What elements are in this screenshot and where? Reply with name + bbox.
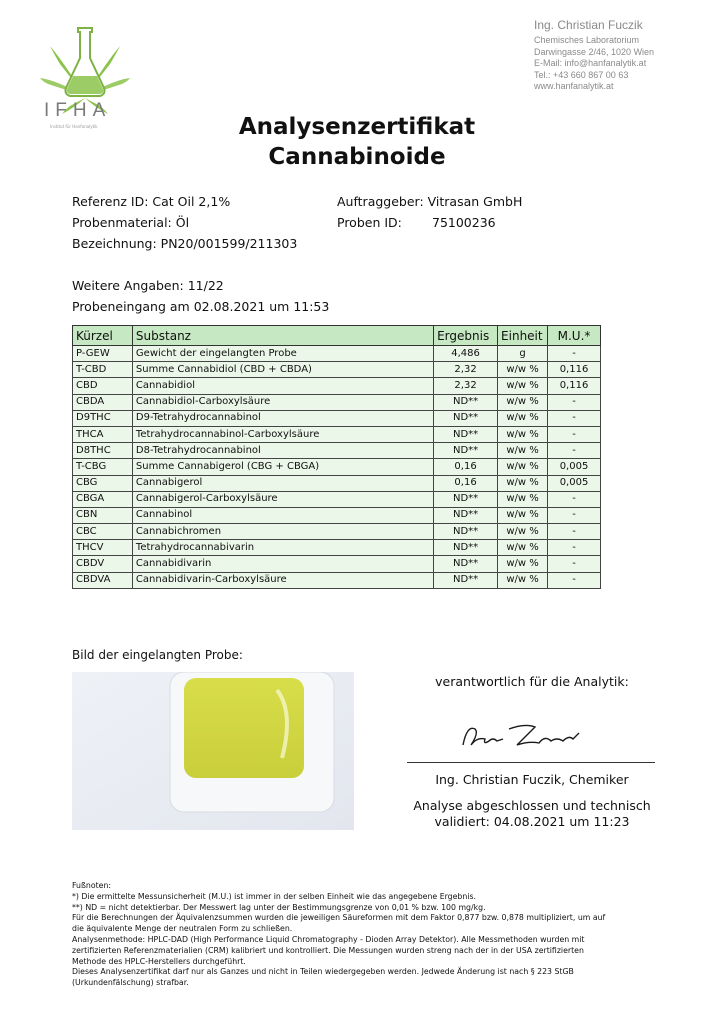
cell-substanz: Cannabigerol-Carboxylsäure [132, 491, 433, 507]
footnote-line: (Urkundenfälschung) strafbar. [72, 978, 189, 988]
cell-substanz: D9-Tetrahydrocannabinol [132, 410, 433, 426]
title-line-2: Cannabinoide [268, 144, 446, 170]
responsible-name: Ing. Christian Fuczik, Chemiker [435, 772, 629, 787]
cell-kuerzel: THCV [73, 540, 133, 556]
title-line-1: Analysenzertifikat [238, 114, 476, 140]
cell-einheit: w/w % [498, 459, 548, 475]
cell-einheit: w/w % [498, 378, 548, 394]
cell-substanz: Cannabichromen [132, 524, 433, 540]
table-row [73, 475, 601, 491]
proben-id-row [337, 212, 522, 233]
probeneingang: Probeneingang am 02.08.2021 um 11:53 [72, 299, 330, 314]
sample-info-right [337, 191, 522, 233]
cell-kuerzel: CBGA [73, 491, 133, 507]
cell-ergebnis: ND** [434, 491, 498, 507]
cell-kuerzel: CBC [73, 524, 133, 540]
cell-einheit: w/w % [498, 540, 548, 556]
table-row [73, 394, 601, 410]
cell-kuerzel: CBDVA [73, 572, 133, 588]
validated-line-2: validiert: 04.08.2021 um 11:23 [434, 814, 630, 829]
weitere-angaben: Weitere Angaben: 11/22 [72, 278, 224, 293]
cell-substanz: Cannabidiol-Carboxylsäure [132, 394, 433, 410]
cell-mu: - [548, 491, 601, 507]
cell-ergebnis: 0,16 [434, 475, 498, 491]
cell-substanz: Summe Cannabidiol (CBD + CBDA) [132, 362, 433, 378]
table-row [73, 443, 601, 459]
cell-mu: - [548, 394, 601, 410]
sample-photo [72, 672, 354, 830]
cell-einheit: w/w % [498, 491, 548, 507]
bezeichnung: Bezeichnung: PN20/001599/211303 [72, 236, 298, 251]
cell-einheit: w/w % [498, 443, 548, 459]
referenz-id: Referenz ID: Cat Oil 2,1% [72, 194, 231, 209]
table-row [73, 556, 601, 572]
cell-einheit: w/w % [498, 394, 548, 410]
cell-ergebnis: ND** [434, 524, 498, 540]
footnote-line: Fußnoten: [72, 881, 112, 890]
cell-einheit: w/w % [498, 410, 548, 426]
footnote-line: **) ND = nicht detektierbar. Der Messwert lag unter der Bestimmungsgrenze von 0,01 % bzw. 100 mg/kg. [72, 902, 486, 912]
proben-id-label: Proben ID: [337, 215, 402, 230]
lab-line: Chemisches Laboratorium [534, 35, 640, 45]
cell-kuerzel: THCA [73, 426, 133, 442]
lab-line: E-Mail: info@hanfanalytik.at [534, 58, 647, 68]
cell-substanz: Cannabinol [132, 507, 433, 523]
cell-einheit: w/w % [498, 556, 548, 572]
cell-mu: - [548, 410, 601, 426]
cell-mu: - [548, 443, 601, 459]
cell-kuerzel: D8THC [73, 443, 133, 459]
cell-mu: 0,116 [548, 362, 601, 378]
header-kuerzel: Kürzel [73, 326, 133, 346]
sample-info-left [72, 191, 297, 254]
document-title [0, 112, 714, 172]
table-row [73, 346, 601, 362]
cell-mu: 0,116 [548, 378, 601, 394]
cell-kuerzel: T-CBG [73, 459, 133, 475]
cell-substanz: Cannabidivarin [132, 556, 433, 572]
cell-mu: - [548, 426, 601, 442]
header-ergebnis: Ergebnis [434, 326, 498, 346]
cell-substanz: Summe Cannabigerol (CBG + CBGA) [132, 459, 433, 475]
cell-mu: - [548, 507, 601, 523]
analysis-validated [407, 798, 657, 830]
cell-ergebnis: ND** [434, 410, 498, 426]
cell-ergebnis: ND** [434, 443, 498, 459]
cell-mu: - [548, 346, 601, 362]
table-row [73, 378, 601, 394]
header-einheit: Einheit [498, 326, 548, 346]
cell-mu: - [548, 540, 601, 556]
validated-line-1: Analyse abgeschlossen und technisch [413, 798, 651, 813]
cell-einheit: w/w % [498, 524, 548, 540]
footnote-line: Methode des HPLC-Herstellers durchgeführt. [72, 956, 246, 966]
table-row [73, 507, 601, 523]
footnote-line: Dieses Analysenzertifikat darf nur als Ganzes und nicht in Teilen wiedergegeben werden. Jedwede Änderung ist nach § 223 StGB [72, 967, 574, 977]
table-header-row [73, 326, 601, 346]
cell-substanz: D8-Tetrahydrocannabinol [132, 443, 433, 459]
signature-line [407, 762, 655, 763]
cell-einheit: w/w % [498, 362, 548, 378]
cell-substanz: Cannabidivarin-Carboxylsäure [132, 572, 433, 588]
logo-tagline: Institut für Hanfanalytik [50, 124, 98, 129]
logo-wordmark: IFHA [44, 100, 112, 121]
table-row [73, 524, 601, 540]
cell-ergebnis: ND** [434, 556, 498, 572]
auftraggeber: Auftraggeber: Vitrasan GmbH [337, 194, 523, 209]
footnote-line: die äquivalente Menge der neutralen Form zu schließen. [72, 924, 293, 934]
cell-mu: - [548, 556, 601, 572]
cell-ergebnis: ND** [434, 507, 498, 523]
footnote-line: zertifizierten Referenzmaterialien (CRM) kalibriert und kontrolliert. Die Messungen wurden streng nach der in der USA zertifizierten [72, 945, 584, 955]
cell-ergebnis: 0,16 [434, 459, 498, 475]
table-row [73, 491, 601, 507]
signature-icon [455, 715, 595, 760]
cell-substanz: Gewicht der eingelangten Probe [132, 346, 433, 362]
cell-kuerzel: D9THC [73, 410, 133, 426]
cell-mu: - [548, 572, 601, 588]
cell-ergebnis: ND** [434, 394, 498, 410]
cell-mu: 0,005 [548, 475, 601, 491]
cell-substanz: Cannabidiol [132, 378, 433, 394]
cell-einheit: w/w % [498, 475, 548, 491]
cell-substanz: Tetrahydrocannabivarin [132, 540, 433, 556]
cell-substanz: Tetrahydrocannabinol-Carboxylsäure [132, 426, 433, 442]
cell-ergebnis: 4,486 [434, 346, 498, 362]
footnotes [72, 881, 672, 989]
sample-picture-label: Bild der eingelangten Probe: [72, 648, 243, 662]
additional-info [72, 275, 329, 317]
footnote-line: *) Die ermittelte Messunsicherheit (M.U.) ist immer in der selben Einheit wie das angegebene Ergebnis. [72, 891, 477, 901]
header-substanz: Substanz [132, 326, 433, 346]
cell-ergebnis: ND** [434, 572, 498, 588]
cell-substanz: Cannabigerol [132, 475, 433, 491]
table-row [73, 540, 601, 556]
lab-address [534, 18, 709, 93]
cell-kuerzel: T-CBD [73, 362, 133, 378]
lab-name: Ing. Christian Fuczik [534, 18, 643, 32]
cell-kuerzel: CBN [73, 507, 133, 523]
cell-kuerzel: CBDA [73, 394, 133, 410]
lab-line: Tel.: +43 660 867 00 63 [534, 69, 629, 80]
cell-mu: - [548, 524, 601, 540]
cell-kuerzel: CBG [73, 475, 133, 491]
cell-kuerzel: P-GEW [73, 346, 133, 362]
cell-ergebnis: 2,32 [434, 378, 498, 394]
cell-ergebnis: ND** [434, 426, 498, 442]
header-mu: M.U.* [548, 326, 601, 346]
probenmaterial: Probenmaterial: Öl [72, 215, 190, 230]
cell-einheit: g [498, 346, 548, 362]
cell-ergebnis: 2,32 [434, 362, 498, 378]
lab-line: www.hanfanalytik.at [534, 81, 614, 91]
table-row [73, 459, 601, 475]
cell-ergebnis: ND** [434, 540, 498, 556]
responsible-title: verantwortlich für die Analytik: [435, 674, 629, 689]
proben-id-value: 75100236 [432, 215, 496, 230]
cell-einheit: w/w % [498, 426, 548, 442]
table-row [73, 362, 601, 378]
table-row [73, 572, 601, 588]
table-row [73, 426, 601, 442]
table-row [73, 410, 601, 426]
cell-einheit: w/w % [498, 507, 548, 523]
cell-einheit: w/w % [498, 572, 548, 588]
footnote-line: Für die Berechnungen der Äquivalenzsummen wurden die jeweiligen Säureformen mit dem Faktor 0,877 bzw. 0,878 multipliziert, um auf [72, 913, 606, 923]
cell-kuerzel: CBD [73, 378, 133, 394]
footnote-line: Analysenmethode: HPLC-DAD (High Performance Liquid Chromatography - Dioden Array Detektor). Alle Messmethoden wurden mit [72, 934, 585, 944]
results-table [72, 325, 601, 589]
cell-mu: 0,005 [548, 459, 601, 475]
lab-line: Darwingasse 2/46, 1020 Wien [534, 46, 655, 57]
cell-kuerzel: CBDV [73, 556, 133, 572]
